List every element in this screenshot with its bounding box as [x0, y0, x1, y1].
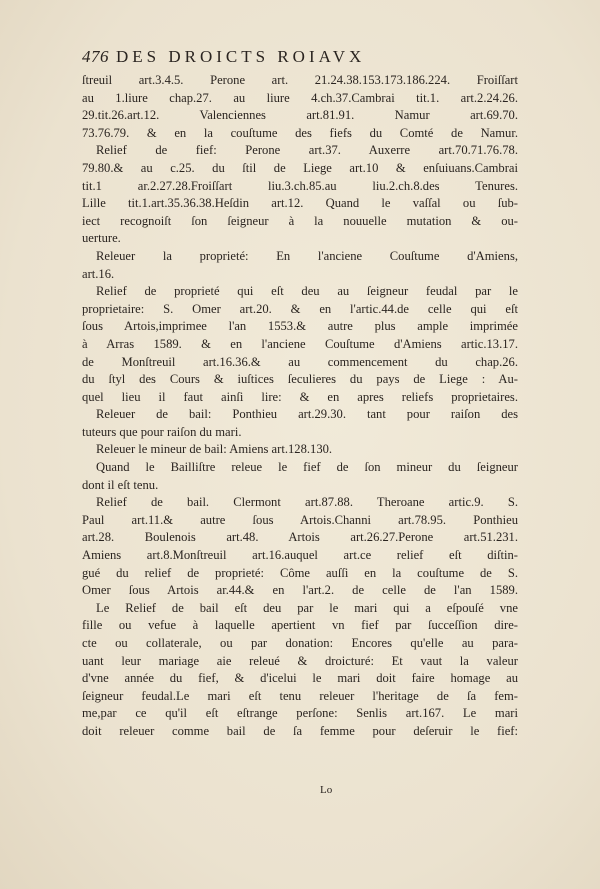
running-title: DES DROICTS ROIAVX — [116, 47, 366, 66]
text-line: 29.tit.26.art.12. Valenciennes art.81.91. Namur art.69.70. — [82, 108, 518, 123]
text-line: Omer ſous Artois ar.44.& en l'art.2. de celle de l'an 1589. — [82, 583, 518, 598]
text-line: Releuer le mineur de bail: Amiens art.128.130. — [96, 442, 333, 457]
text-line: Releuer de bail: Ponthieu art.29.30. tant pour raiſon des — [96, 407, 518, 422]
text-line: fille ou vefue à laquelle apertient vn fief par ſucceſſion dire- — [82, 618, 518, 633]
text-line: ſous Artois,imprimee l'an 1553.& autre plus ample imprimée — [82, 319, 518, 334]
text-line: Amiens art.8.Monſtreuil art.16.auquel art.ce relief eſt diſtin- — [82, 548, 518, 563]
text-line: Le Relief de bail eſt deu par le mari qui a eſpouſé vne — [96, 600, 518, 615]
text-line: tit.1 ar.2.27.28.Froiſſart liu.3.ch.85.au liu.2.ch.8.des Tenures. — [82, 178, 518, 193]
text-line: Relief de proprieté qui eſt deu au ſeigneur feudal par le — [96, 284, 518, 299]
text-line: proprietaire: S. Omer art.20. & en l'artic.44.de celle qui eſt — [82, 301, 518, 316]
text-line: me,par ce qu'il eſt eſtrange perſone: Senlis art.167. Le mari — [82, 706, 518, 721]
text-line: Releuer la proprieté: En l'anciene Couſtume d'Amiens, — [96, 248, 518, 263]
text-line: Relief de fief: Perone art.37. Auxerre art.70.71.76.78. — [96, 143, 518, 158]
text-line: dont il eſt tenu. — [82, 477, 159, 492]
text-line: tuteurs que pour raiſon du mari. — [82, 424, 242, 439]
catchword: Lo — [320, 784, 333, 796]
text-line: Quand le Bailliſtre releue le fief de ſon mineur du ſeigneur — [96, 460, 518, 475]
text-line: Paul art.11.& autre ſous Artois.Channi art.78.95. Ponthieu — [82, 512, 518, 527]
text-line: d'vne année du fief, & d'icelui le mari doit faire homage au — [82, 671, 518, 686]
text-line: Lille tit.1.art.35.36.38.Heſdin art.12. Quand le vaſſal ou ſub- — [82, 196, 518, 211]
page-header — [82, 47, 522, 71]
text-line: Relief de bail. Clermont art.87.88. Theroane artic.9. S. — [96, 495, 518, 510]
text-line: iect recognoiſt ſon ſeigneur à la nouuelle mutation & ou- — [82, 213, 518, 228]
text-line: à Arras 1589. & en l'anciene Couſtume d'Amiens artic.13.17. — [82, 336, 518, 351]
text-line: 79.80.& au c.25. du ſtil de Liege art.10 & enſuiuans.Cambrai — [82, 160, 518, 175]
text-line: uerture. — [82, 231, 121, 246]
text-line: ſeigneur feudal.Le mari eſt tenu releuer l'heritage de ſa fem- — [82, 688, 518, 703]
text-line: de Monſtreuil art.16.36.& au commencement du chap.26. — [82, 354, 518, 369]
text-line: gué du relief de proprieté: Côme auſſi en la couſtume de S. — [82, 565, 518, 580]
text-line: au 1.liure chap.27. au liure 4.ch.37.Cambrai tit.1. art.2.24.26. — [82, 90, 518, 105]
text-line: doit releuer comme bail de ſa femme pour deſeruir le fief: — [82, 723, 518, 738]
text-line: art.28. Boulenois art.48. Artois art.26.27.Perone art.51.231. — [82, 530, 518, 545]
page-number: 476 — [82, 47, 109, 66]
text-line: cte ou collaterale, ou par donation: Encores qu'elle au para- — [82, 636, 518, 650]
text-line: art.16. — [82, 266, 115, 281]
text-line: ſtreuil art.3.4.5. Perone art. 21.24.38.153.173.186.224. Froiſſart — [82, 73, 518, 87]
text-line: uant leur mariage aie releué & droicturé: Et vaut la valeur — [82, 653, 518, 668]
text-line: quel lieu il faut ainſi lire: & en apres reliefs proprietaires. — [82, 389, 518, 404]
text-line: 73.76.79. & en la couſtume des fiefs du Comté de Namur. — [82, 125, 518, 140]
text-line: du ſtyl des Cours & iuſtices ſeculieres du pays de Liege : Au- — [82, 372, 518, 387]
body-text — [82, 72, 518, 741]
